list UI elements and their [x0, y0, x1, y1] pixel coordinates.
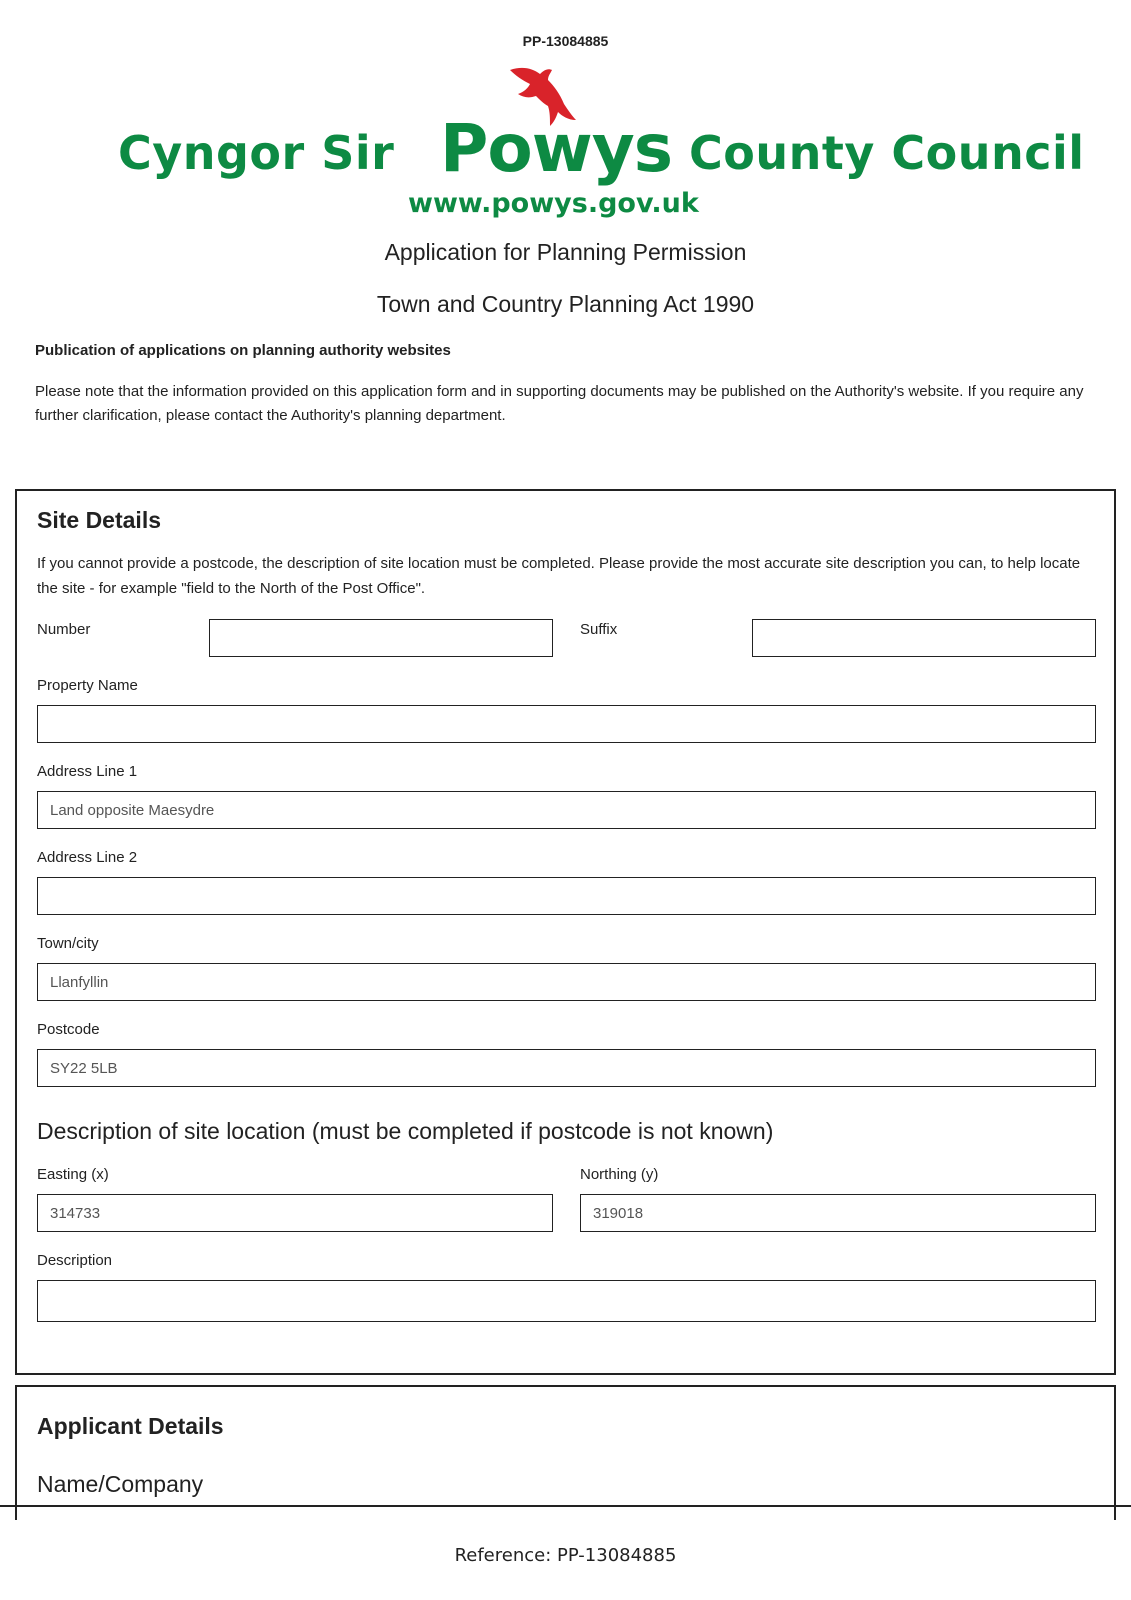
town-city-field[interactable]: Llanfyllin	[37, 963, 1096, 1001]
form-subtitle: Town and Country Planning Act 1990	[376, 291, 755, 317]
easting-label: Easting (x)	[37, 1166, 109, 1183]
address-line-2-field[interactable]	[37, 877, 1096, 915]
easting-field[interactable]: 314733	[37, 1194, 553, 1232]
number-label: Number	[37, 621, 91, 638]
suffix-field[interactable]	[752, 619, 1096, 657]
applicant-details-heading: Applicant Details	[37, 1413, 224, 1439]
council-website-link[interactable]: www.powys.gov.uk	[408, 188, 699, 219]
description-label: Description	[37, 1252, 113, 1269]
applicant-details-section	[15, 1385, 1116, 1520]
description-field[interactable]	[37, 1280, 1096, 1322]
postcode-label: Postcode	[37, 1021, 100, 1038]
page-divider	[0, 1505, 1131, 1507]
town-city-label: Town/city	[37, 935, 99, 952]
publication-heading: Publication of applications on planning authority websites	[35, 342, 451, 359]
address-line-1-label: Address Line 1	[37, 763, 138, 780]
site-details-section	[15, 489, 1116, 1375]
council-logo	[0, 60, 1131, 230]
address-line-1-field[interactable]: Land opposite Maesydre	[37, 791, 1096, 829]
site-details-heading: Site Details	[37, 507, 161, 533]
number-field[interactable]	[209, 619, 553, 657]
document-reference: PP-13084885	[522, 33, 609, 49]
suffix-label: Suffix	[580, 621, 618, 638]
northing-field[interactable]: 319018	[580, 1194, 1096, 1232]
logo-text-welsh: Cyngor Sir	[118, 126, 395, 180]
logo-text-powys: Powys	[440, 110, 672, 187]
publication-note: Please note that the information provided on this application form and in supporting documents may be published on the Authority's website. If you require any further clarification, please contact the Authority's planning department.	[35, 383, 1084, 424]
name-company-heading: Name/Company	[37, 1471, 204, 1497]
northing-label: Northing (y)	[580, 1166, 659, 1183]
logo-text-english: County Council	[689, 126, 1085, 180]
form-title: Application for Planning Permission	[384, 239, 747, 265]
property-name-field[interactable]	[37, 705, 1096, 743]
site-details-intro: If you cannot provide a postcode, the description of site location must be completed. Please provide the most accurate site description you can, to help locate the site - for example "field to the North of the Post Office".	[37, 555, 1081, 597]
address-line-2-label: Address Line 2	[37, 849, 138, 866]
footer-reference: Reference: PP-13084885	[454, 1545, 677, 1566]
property-name-label: Property Name	[37, 677, 138, 694]
postcode-field[interactable]: SY22 5LB	[37, 1049, 1096, 1087]
site-location-heading: Description of site location (must be completed if postcode is not known)	[37, 1118, 774, 1144]
